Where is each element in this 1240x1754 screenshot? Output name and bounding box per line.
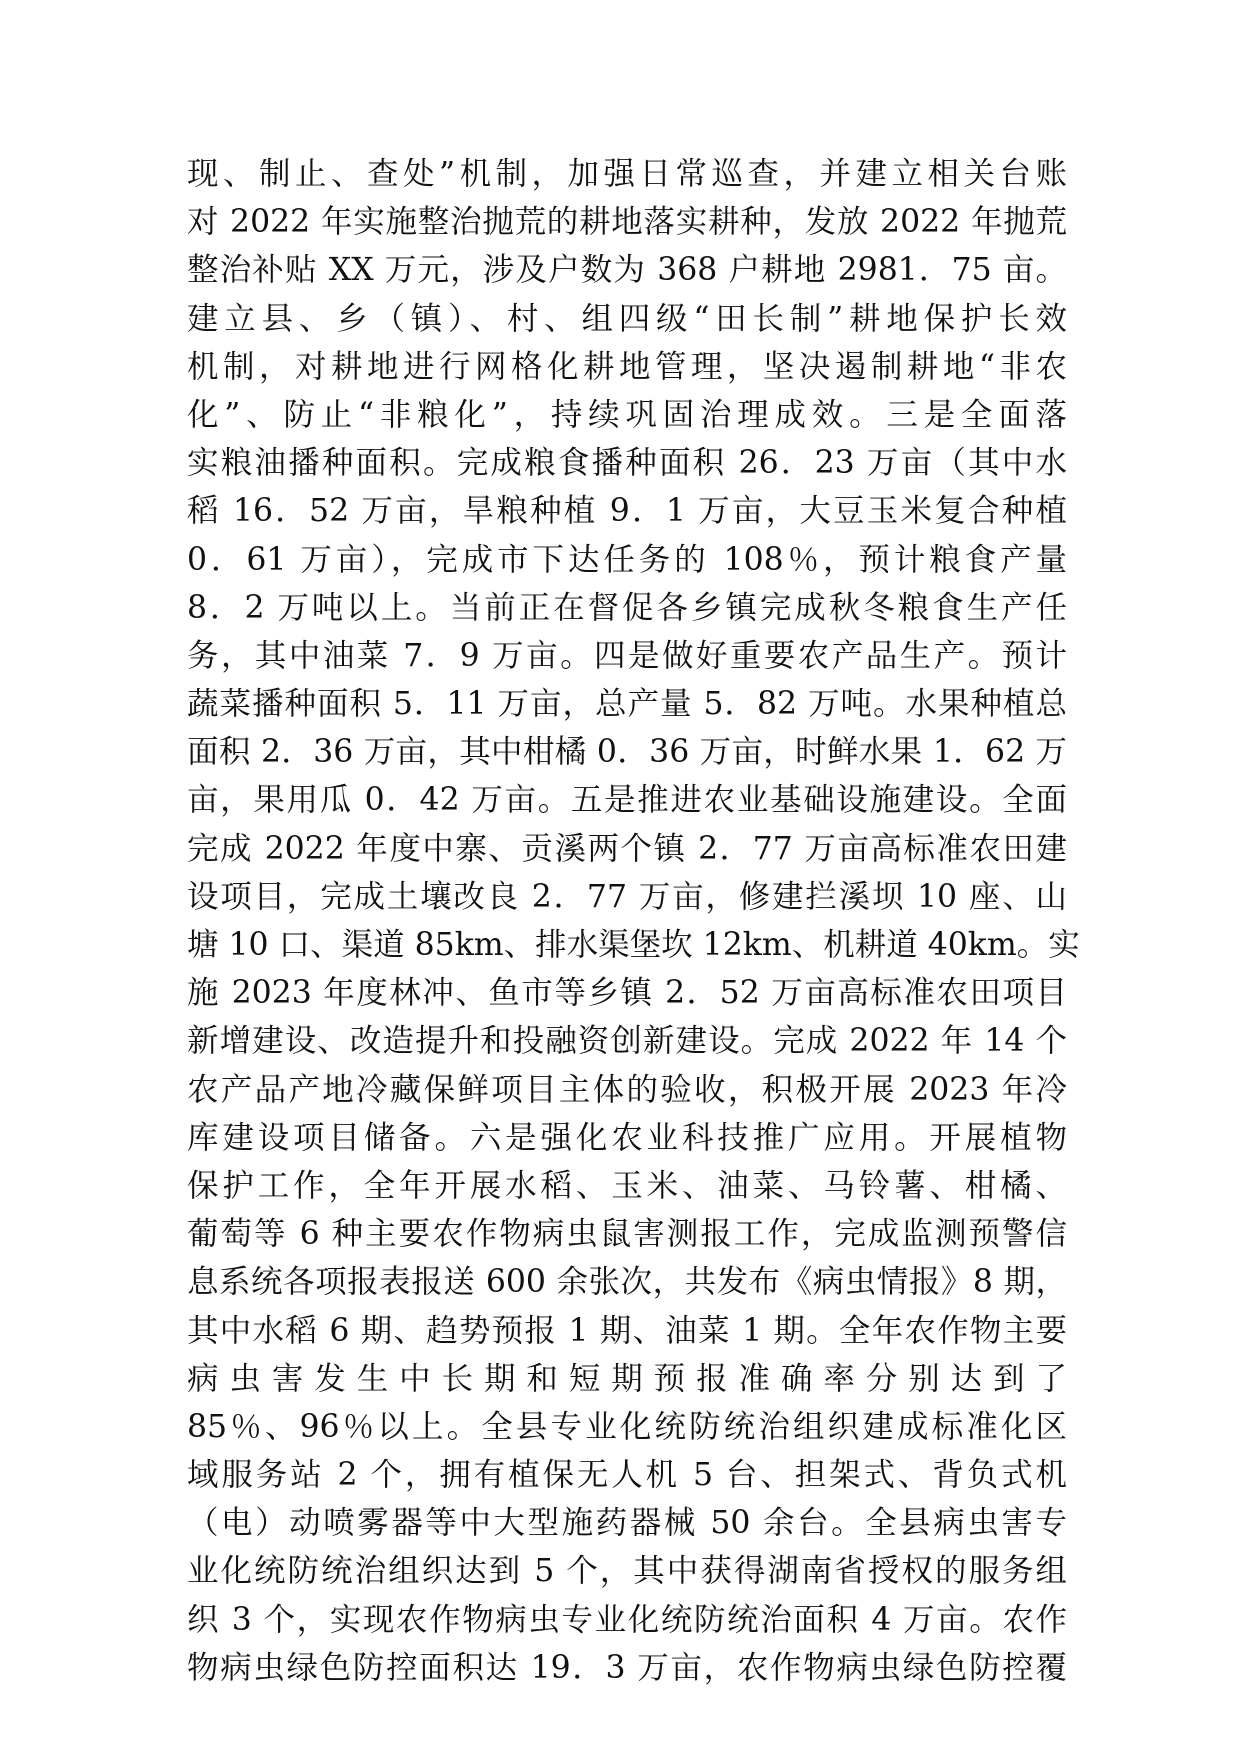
text-line: 整治补贴 XX 万元，涉及户数为 368 户耕地 2981．75 亩。 — [187, 252, 1067, 289]
text-line: 施 2023 年度林冲、鱼市等乡镇 2．52 万亩高标准农田项目 — [187, 975, 1067, 1012]
text-line: 息系统各项报表报送 600 余张次，共发布《病虫情报》8 期， — [187, 1264, 1067, 1301]
text-line: 0．61 万亩），完成市下达任务的 108％，预计粮食产量 — [187, 541, 1067, 578]
text-line: 物病虫绿色防控面积达 19．3 万亩，农作物病虫绿色防控覆 — [187, 1649, 1067, 1686]
text-line: 葡萄等 6 种主要农作物病虫鼠害测报工作，完成监测预警信 — [187, 1216, 1067, 1253]
text-line: 蔬菜播种面积 5．11 万亩，总产量 5．82 万吨。水果种植总 — [187, 686, 1067, 723]
text-line: 8．2 万吨以上。当前正在督促各乡镇完成秋冬粮食生产任 — [187, 589, 1067, 626]
text-line: 设项目，完成土壤改良 2．77 万亩，修建拦溪坝 10 座、山 — [187, 878, 1067, 915]
text-line: 面积 2．36 万亩，其中柑橘 0．36 万亩，时鲜水果 1．62 万 — [187, 734, 1067, 771]
text-line: 对 2022 年实施整治抛荒的耕地落实耕种，发放 2022 年抛荒 — [187, 204, 1067, 241]
text-line: （电）动喷雾器等中大型施药器械 50 余台。全县病虫害专 — [187, 1505, 1067, 1542]
text-line: 实粮油播种面积。完成粮食播种面积 26．23 万亩（其中水 — [187, 445, 1067, 482]
text-line: 塘 10 口、渠道 85km、排水渠堡坎 12km、机耕道 40km。实 — [187, 927, 1080, 963]
text-line: 现、制止、查处”机制，加强日常巡查，并建立相关台账 — [187, 156, 1067, 192]
text-line: 病虫害发生中长期和短期预报准确率分别达到了 — [187, 1360, 1067, 1397]
text-line: 85％、96％以上。全县专业化统防统治组织建成标准化区 — [187, 1408, 1067, 1445]
text-line: 业化统防统治组织达到 5 个，其中获得湖南省授权的服务组 — [187, 1553, 1067, 1590]
text-line: 机制，对耕地进行网格化耕地管理，坚决遏制耕地“非农 — [187, 348, 1067, 385]
text-line: 亩，果用瓜 0．42 万亩。五是推进农业基础设施建设。全面 — [187, 782, 1067, 819]
text-line: 稻 16．52 万亩，旱粮种植 9．1 万亩，大豆玉米复合种植 — [187, 493, 1067, 530]
text-line: 建立县、乡（镇）、村、组四级“田长制”耕地保护长效 — [187, 300, 1067, 337]
body-text — [187, 150, 1080, 1692]
text-line: 务，其中油菜 7．9 万亩。四是做好重要农产品生产。预计 — [187, 637, 1067, 674]
text-line: 织 3 个，实现农作物病虫专业化统防统治面积 4 万亩。农作 — [187, 1601, 1067, 1638]
text-line: 域服务站 2 个，拥有植保无人机 5 台、担架式、背负式机 — [187, 1457, 1067, 1494]
text-line: 化”、防止“非粮化”，持续巩固治理成效。三是全面落 — [187, 396, 1067, 433]
text-line: 新增建设、改造提升和投融资创新建设。完成 2022 年 14 个 — [187, 1023, 1067, 1060]
text-line: 其中水稻 6 期、趋势预报 1 期、油菜 1 期。全年农作物主要 — [187, 1312, 1067, 1349]
text-line: 农产品产地冷藏保鲜项目主体的验收，积极开展 2023 年冷 — [187, 1071, 1067, 1108]
text-line: 库建设项目储备。六是强化农业科技推广应用。开展植物 — [187, 1119, 1067, 1156]
text-line: 完成 2022 年度中寨、贡溪两个镇 2．77 万亩高标准农田建 — [187, 830, 1067, 867]
text-line: 保护工作，全年开展水稻、玉米、油菜、马铃薯、柑橘、 — [187, 1167, 1067, 1204]
